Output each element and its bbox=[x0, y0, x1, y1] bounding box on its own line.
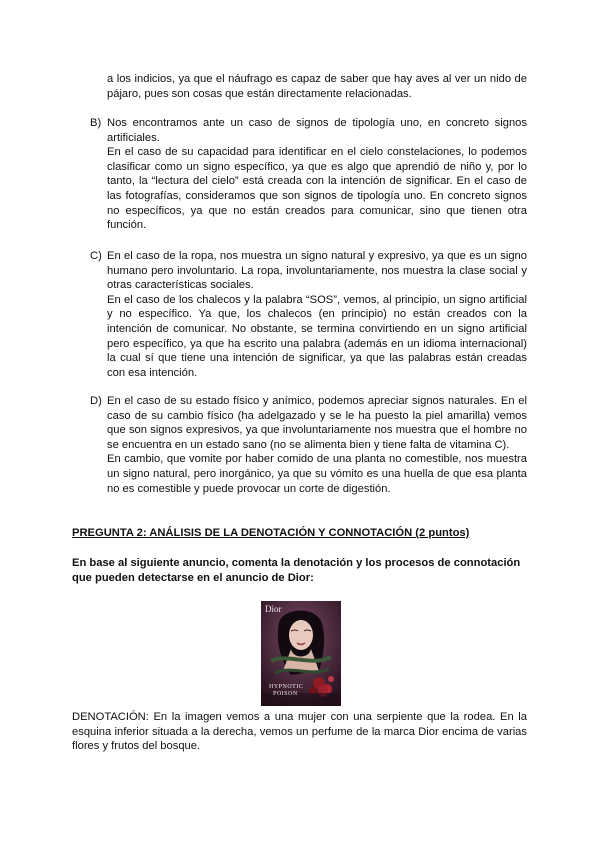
item-letter: B) bbox=[90, 117, 102, 129]
ad-product-name-line2: POISON bbox=[273, 691, 298, 697]
item-paragraph: Nos encontramos ante un caso de signos de tipología uno, en concreto signos artificiales. bbox=[107, 117, 527, 144]
continuation-paragraph bbox=[107, 72, 527, 101]
list-item-c bbox=[90, 249, 527, 380]
section-heading: PREGUNTA 2: ANÁLISIS DE LA DENOTACIÓN Y CONNOTACIÓN (2 puntos) bbox=[72, 527, 470, 539]
dior-advertisement-image bbox=[261, 601, 341, 706]
ad-product-name-line1: HYPNOTIC bbox=[269, 684, 304, 690]
denotation-text: DENOTACIÓN: En la imagen vemos a una mujer con una serpiente que la rodea. En la esquina inferior situada a la derecha, vemos un perfume de la marca Dior encima de varias flores y frutos del bosque. bbox=[72, 711, 527, 753]
list-item-d bbox=[90, 394, 527, 496]
item-paragraph: En el caso de su estado físico y anímico, podemos apreciar signos naturales. En el caso de su cambio físico (ha adelgazado y se le ha puesto la piel amarilla) vemos que son signos expresivos, ya que involuntariamente nos muestra que el hombre no se encuentra en un estado sano (no se alimenta bien y tiene falta de vitamina C). bbox=[107, 395, 527, 451]
item-letter: D) bbox=[90, 395, 102, 407]
denotation-paragraph bbox=[72, 710, 527, 754]
question-text: En base al siguiente anuncio, comenta la denotación y los procesos de connotación que pueden detectarse en el anuncio de Dior: bbox=[72, 557, 521, 584]
item-paragraph: En el caso de su capacidad para identificar en el cielo constelaciones, lo podemos clasificar como un signo específico, ya que es algo que aprendió de niño y, por lo tanto, la “lectura del cielo” está creada con la intención de significar. En el caso de las fotografías, consideramos que son signos de tipología uno. En concreto signos no específicos, ya que no están creados para comunicar, sino que tienen otra función. bbox=[107, 146, 527, 232]
item-paragraph: En cambio, que vomite por haber comido de una planta no comestible, nos muestra un signo natural, pero inorgánico, ya que su vómito es una huella de que esa planta no es comestible y puede provocar un corte de digestión. bbox=[107, 453, 527, 495]
item-paragraph: En el caso de la ropa, nos muestra un signo natural y expresivo, ya que es un signo humano pero involuntario. La ropa, involuntariamente, nos muestra la clase social y otras características sociales. bbox=[107, 250, 527, 292]
list-item-b bbox=[90, 116, 527, 233]
item-letter: C) bbox=[90, 250, 102, 262]
item-paragraph: En el caso de los chalecos y la palabra “SOS”, vemos, al principio, un signo artificial y no específico. Ya que, los chalecos (en principio) no están creados con la intención de comunicar. No obstante, se termina convirtiendo en un signo artificial pero específico, ya que ha escrito una palabra (además en un idioma internacional) la cual sí que tiene una intención de significar, ya que las palabras están creadas con esa intención. bbox=[107, 293, 527, 379]
continuation-text: a los indicios, ya que el náufrago es capaz de saber que hay aves al ver un nido de pájaro, pues son cosas que están directamente relacionadas. bbox=[107, 73, 527, 100]
ad-brand-logo: Dior bbox=[265, 604, 282, 614]
